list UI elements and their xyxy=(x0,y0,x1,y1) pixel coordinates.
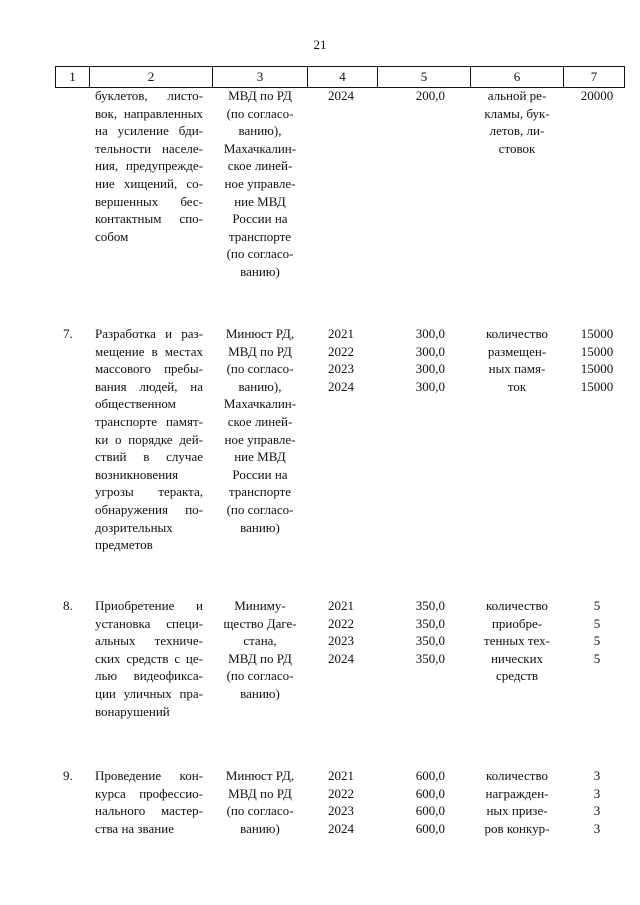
page-number: 21 xyxy=(313,37,327,52)
header-cell-1: 1 xyxy=(55,67,89,87)
responsible-executors-line: Махачкалин- xyxy=(223,396,297,412)
indicator-line: количество xyxy=(485,598,549,613)
event-description-line: ства на звание xyxy=(95,820,174,836)
responsible-executors-line: МВД по РД xyxy=(228,343,292,359)
row-number-line: 8. xyxy=(63,598,73,613)
indicator-values-line: 15000 xyxy=(580,361,614,377)
event-description-line: обнаружения по- xyxy=(95,501,203,517)
indicator-values-line: 3 xyxy=(593,785,601,801)
event-description-line: транспорте памят- xyxy=(95,413,203,429)
event-description-line: собом xyxy=(95,228,129,244)
years-line: 2022 xyxy=(328,343,354,359)
row-number-line: 7. xyxy=(63,326,73,341)
responsible-executors-line: ное управле- xyxy=(224,175,296,191)
years-line: 2024 xyxy=(328,378,354,394)
event-description-line: альных техниче- xyxy=(95,633,203,649)
event-description-line: ки о порядке дей- xyxy=(95,431,203,447)
indicator-values-line: 5 xyxy=(593,598,601,613)
event-description-line: вершенных бес- xyxy=(95,193,203,209)
event-description-line: предметов xyxy=(95,537,153,553)
event-description-line: Разработка и раз- xyxy=(95,326,203,341)
responsible-executors-line: ное управле- xyxy=(224,431,296,447)
years-line: 2024 xyxy=(328,650,354,666)
years-line: 2022 xyxy=(328,615,354,631)
responsible-executors-cell xyxy=(215,325,305,536)
indicator-line: стовок xyxy=(498,140,536,156)
table-header xyxy=(55,66,625,88)
years-cell xyxy=(317,767,365,837)
event-description-cell xyxy=(95,767,203,837)
responsible-executors-line: ское линей- xyxy=(227,158,293,174)
funding-amounts-line: 300,0 xyxy=(415,326,445,341)
years-line: 2021 xyxy=(328,326,354,341)
responsible-executors-line: ние МВД xyxy=(234,449,286,465)
event-description-cell xyxy=(95,597,203,720)
responsible-executors-line: ванию) xyxy=(240,263,280,279)
indicator-line: размещен- xyxy=(487,343,547,359)
event-description-line: дозрительных xyxy=(95,519,173,535)
indicator-line: количество xyxy=(485,326,549,341)
event-description-line: контактным спо- xyxy=(95,211,203,227)
funding-amounts-line: 350,0 xyxy=(415,650,445,666)
funding-amounts-line: 300,0 xyxy=(415,361,445,377)
header-cell-3: 3 xyxy=(212,67,307,87)
indicator-cell xyxy=(473,767,561,837)
indicator-line: ных памя- xyxy=(488,361,546,377)
responsible-executors-line: Минюст РД, xyxy=(225,326,295,341)
event-description-line: лью видеофикса- xyxy=(95,668,203,684)
indicator-line: нических xyxy=(490,650,544,666)
row-number-cell xyxy=(63,767,87,785)
indicator-values-line: 3 xyxy=(593,803,601,819)
responsible-executors-line: Минюст РД, xyxy=(225,768,295,783)
event-description-cell xyxy=(95,325,203,554)
indicator-values-cell xyxy=(567,767,627,837)
indicator-line: тенных тех- xyxy=(484,633,550,649)
funding-amounts-line: 600,0 xyxy=(415,820,445,836)
indicator-values-line: 15000 xyxy=(580,343,614,359)
indicator-values-line: 15000 xyxy=(580,378,614,394)
row-number-cell xyxy=(63,597,87,615)
header-cell-6: 6 xyxy=(470,67,563,87)
years-cell xyxy=(317,325,365,395)
event-description-line: Приобретение и xyxy=(95,598,203,613)
indicator-line: количество xyxy=(485,768,549,783)
indicator-values-line: 3 xyxy=(593,768,601,783)
funding-amounts-cell xyxy=(395,767,445,837)
responsible-executors-line: ние МВД xyxy=(234,193,286,209)
event-description-line: ния, предупрежде- xyxy=(95,158,203,174)
indicator-values-cell xyxy=(567,325,627,395)
responsible-executors-line: (по согласо- xyxy=(226,501,294,517)
responsible-executors-line: транспорте xyxy=(228,484,292,500)
event-description-line: тельности населе- xyxy=(95,140,203,156)
indicator-values-line: 5 xyxy=(593,615,601,631)
funding-amounts-line: 600,0 xyxy=(415,803,445,819)
event-description-line: Проведение кон- xyxy=(95,768,203,783)
responsible-executors-line: ванию), xyxy=(238,123,282,139)
responsible-executors-cell xyxy=(215,597,305,703)
indicator-line: ров конкур- xyxy=(484,820,550,836)
event-description-line: угрозы теракта, xyxy=(95,484,203,500)
years-line: 2024 xyxy=(328,820,354,836)
indicator-line: награжден- xyxy=(485,785,549,801)
header-cell-2: 2 xyxy=(89,67,212,87)
responsible-executors-cell xyxy=(215,767,305,837)
indicator-line: ток xyxy=(507,378,527,394)
responsible-executors-line: (по согласо- xyxy=(226,246,294,262)
responsible-executors-line: транспорте xyxy=(228,228,292,244)
funding-amounts-line: 600,0 xyxy=(415,768,445,783)
event-description-line: курса профессио- xyxy=(95,785,203,801)
responsible-executors-line: (по согласо- xyxy=(226,668,294,684)
responsible-executors-line: (по согласо- xyxy=(226,105,294,121)
indicator-line: ных призе- xyxy=(486,803,548,819)
years-line: 2023 xyxy=(328,361,354,377)
years-line: 2022 xyxy=(328,785,354,801)
indicator-cell xyxy=(473,597,561,685)
indicator-line: альной ре- xyxy=(487,88,547,103)
event-description-line: нального мастер- xyxy=(95,803,203,819)
funding-amounts-cell xyxy=(395,597,445,667)
responsible-executors-line: щество Даге- xyxy=(223,615,297,631)
indicator-line: средств xyxy=(495,668,539,684)
funding-amounts-line: 600,0 xyxy=(415,785,445,801)
indicator-values-cell xyxy=(567,87,627,105)
responsible-executors-line: России на xyxy=(232,466,288,482)
years-line: 2023 xyxy=(328,633,354,649)
years-cell xyxy=(317,597,365,667)
responsible-executors-line: (по согласо- xyxy=(226,361,294,377)
event-description-line: на усиление бди- xyxy=(95,123,203,139)
years-line: 2023 xyxy=(328,803,354,819)
indicator-values-line: 5 xyxy=(593,633,601,649)
responsible-executors-line: МВД по РД xyxy=(228,88,292,103)
event-description-line: буклетов, листо- xyxy=(95,88,203,103)
funding-amounts-cell xyxy=(395,325,445,395)
funding-amounts-line: 200,0 xyxy=(415,88,445,103)
years-line: 2021 xyxy=(328,598,354,613)
row-number-cell xyxy=(63,325,87,343)
funding-amounts-cell xyxy=(395,87,445,105)
responsible-executors-cell xyxy=(215,87,305,281)
indicator-cell xyxy=(473,325,561,395)
responsible-executors-line: ванию), xyxy=(238,378,282,394)
event-description-line: установка специ- xyxy=(95,615,203,631)
event-description-line: ских средств с це- xyxy=(95,650,203,666)
funding-amounts-line: 350,0 xyxy=(415,615,445,631)
years-line: 2024 xyxy=(328,88,354,103)
responsible-executors-line: ванию) xyxy=(240,820,280,836)
header-cell-5: 5 xyxy=(377,67,470,87)
responsible-executors-line: России на xyxy=(232,211,288,227)
years-line: 2021 xyxy=(328,768,354,783)
responsible-executors-line: МВД по РД xyxy=(228,650,292,666)
responsible-executors-line: ское линей- xyxy=(227,413,293,429)
funding-amounts-line: 300,0 xyxy=(415,343,445,359)
event-description-line: массового пребы- xyxy=(95,361,203,377)
indicator-values-line: 5 xyxy=(593,650,601,666)
responsible-executors-line: МВД по РД xyxy=(228,785,292,801)
indicator-line: приобре- xyxy=(491,615,543,631)
indicator-cell xyxy=(473,87,561,157)
funding-amounts-line: 350,0 xyxy=(415,598,445,613)
event-description-line: вок, направленных xyxy=(95,105,203,121)
funding-amounts-line: 300,0 xyxy=(415,378,445,394)
event-description-line: общественном xyxy=(95,396,176,412)
event-description-cell xyxy=(95,87,203,245)
row-number-line: 9. xyxy=(63,768,73,783)
event-description-line: ние хищений, со- xyxy=(95,175,203,191)
event-description-line: возникновения xyxy=(95,466,179,482)
header-cell-7: 7 xyxy=(563,67,625,87)
indicator-line: кламы, бук- xyxy=(484,105,550,121)
indicator-line: летов, ли- xyxy=(489,123,545,139)
responsible-executors-line: ванию) xyxy=(240,685,280,701)
funding-amounts-line: 350,0 xyxy=(415,633,445,649)
event-description-line: ции уличных пра- xyxy=(95,685,203,701)
responsible-executors-line: Миниму- xyxy=(234,598,286,613)
responsible-executors-line: (по согласо- xyxy=(226,803,294,819)
responsible-executors-line: ванию) xyxy=(240,519,280,535)
indicator-values-line: 3 xyxy=(593,820,601,836)
event-description-line: вания людей, на xyxy=(95,378,203,394)
indicator-values-line: 15000 xyxy=(580,326,614,341)
header-cell-4: 4 xyxy=(307,67,377,87)
indicator-values-cell xyxy=(567,597,627,667)
event-description-line: мещение в местах xyxy=(95,343,203,359)
event-description-line: ствий в случае xyxy=(95,449,203,465)
event-description-line: вонарушений xyxy=(95,703,170,719)
responsible-executors-line: Махачкалин- xyxy=(223,140,297,156)
years-cell xyxy=(317,87,365,105)
indicator-values-line: 20000 xyxy=(580,88,614,103)
responsible-executors-line: стана, xyxy=(243,633,277,649)
